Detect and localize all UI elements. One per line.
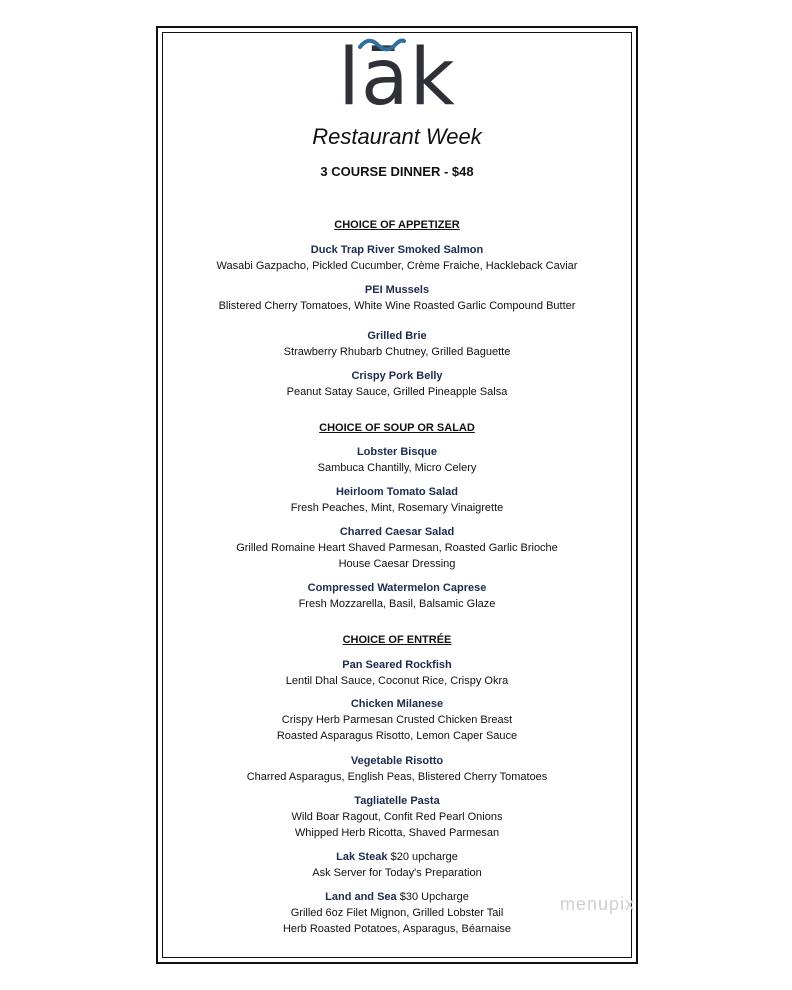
menu-item: [158, 282, 636, 314]
item-desc: Sambuca Chantilly, Micro Celery: [317, 462, 477, 474]
item-desc: Crispy Herb Parmesan Crusted Chicken Breast: [281, 714, 513, 726]
entree-heading-block: [158, 630, 636, 648]
item-desc: Peanut Satay Sauce, Grilled Pineapple Salsa: [286, 386, 508, 398]
page-title: Restaurant Week: [312, 124, 482, 149]
item-name: PEI Mussels: [364, 284, 430, 296]
menu-item: [158, 444, 636, 476]
item-name: Tagliatelle Pasta: [354, 795, 440, 807]
item-upcharge: $20 upcharge: [390, 851, 458, 863]
price-line: 3 COURSE DINNER - $48: [320, 164, 474, 179]
menu-item: [158, 580, 636, 612]
item-desc: Strawberry Rhubarb Chutney, Grilled Baguette: [283, 346, 511, 358]
item-desc: Fresh Mozzarella, Basil, Balsamic Glaze: [298, 598, 496, 610]
menu-item: [158, 484, 636, 516]
logo: [158, 33, 636, 123]
section-heading: CHOICE OF SOUP OR SALAD: [319, 422, 475, 434]
section-heading: CHOICE OF ENTRÉE: [342, 634, 452, 646]
menu-item: [158, 524, 636, 572]
item-desc: Wasabi Gazpacho, Pickled Cucumber, Crème Fraiche, Hackleback Caviar: [216, 260, 578, 272]
item-name: Compressed Watermelon Caprese: [307, 582, 487, 594]
item-desc: Charred Asparagus, English Peas, Blistered Cherry Tomatoes: [246, 771, 548, 783]
item-upcharge: $30 Upcharge: [399, 891, 469, 903]
menu-item: [158, 368, 636, 400]
item-name: Pan Seared Rockfish: [342, 659, 452, 671]
item-name: Vegetable Risotto: [350, 755, 444, 767]
item-name: Charred Caesar Salad: [339, 526, 455, 538]
item-name: Land and Sea: [325, 891, 397, 903]
item-desc: Whipped Herb Ricotta, Shaved Parmesan: [294, 827, 500, 839]
item-name: Lobster Bisque: [356, 446, 438, 458]
logo-wordmark: [338, 33, 456, 123]
item-desc: Fresh Peaches, Mint, Rosemary Vinaigrette: [290, 502, 504, 514]
item-desc: Lentil Dhal Sauce, Coconut Rice, Crispy Okra: [285, 675, 509, 687]
item-desc: Grilled Romaine Heart Shaved Parmesan, Roasted Garlic Brioche: [236, 542, 558, 554]
appetizer-heading-block: [158, 215, 636, 233]
item-desc: Roasted Asparagus Risotto, Lemon Caper Sauce: [276, 730, 518, 742]
menu-item: [158, 753, 636, 785]
soup-salad-heading-block: [158, 418, 636, 436]
menu-item: [158, 793, 636, 841]
menu-item: [158, 696, 636, 744]
item-name: Chicken Milanese: [350, 698, 444, 710]
logo-text: lāk: [338, 33, 456, 123]
item-desc: Ask Server for Today's Preparation: [312, 867, 482, 879]
item-desc: House Caesar Dressing: [338, 558, 456, 570]
menu-item: [158, 242, 636, 274]
menu-item: [158, 849, 636, 881]
item-name: Lak Steak: [336, 851, 388, 863]
item-name: Heirloom Tomato Salad: [335, 486, 459, 498]
menu-border: [156, 26, 638, 964]
item-name-line: [158, 849, 636, 865]
section-heading: CHOICE OF APPETIZER: [334, 219, 460, 231]
item-desc: Herb Roasted Potatoes, Asparagus, Béarnaise: [282, 923, 512, 935]
watermark: menupix: [560, 894, 636, 914]
item-name: Grilled Brie: [367, 330, 427, 342]
item-name: Crispy Pork Belly: [351, 370, 443, 382]
menu-item: [158, 328, 636, 360]
item-desc: Wild Boar Ragout, Confit Red Pearl Onions: [291, 811, 503, 823]
item-name: Duck Trap River Smoked Salmon: [310, 244, 484, 256]
menu-item: [158, 657, 636, 689]
item-desc: Blistered Cherry Tomatoes, White Wine Roasted Garlic Compound Butter: [218, 300, 576, 312]
item-desc: Grilled 6oz Filet Mignon, Grilled Lobster Tail: [290, 907, 504, 919]
wave-icon: [358, 36, 406, 52]
